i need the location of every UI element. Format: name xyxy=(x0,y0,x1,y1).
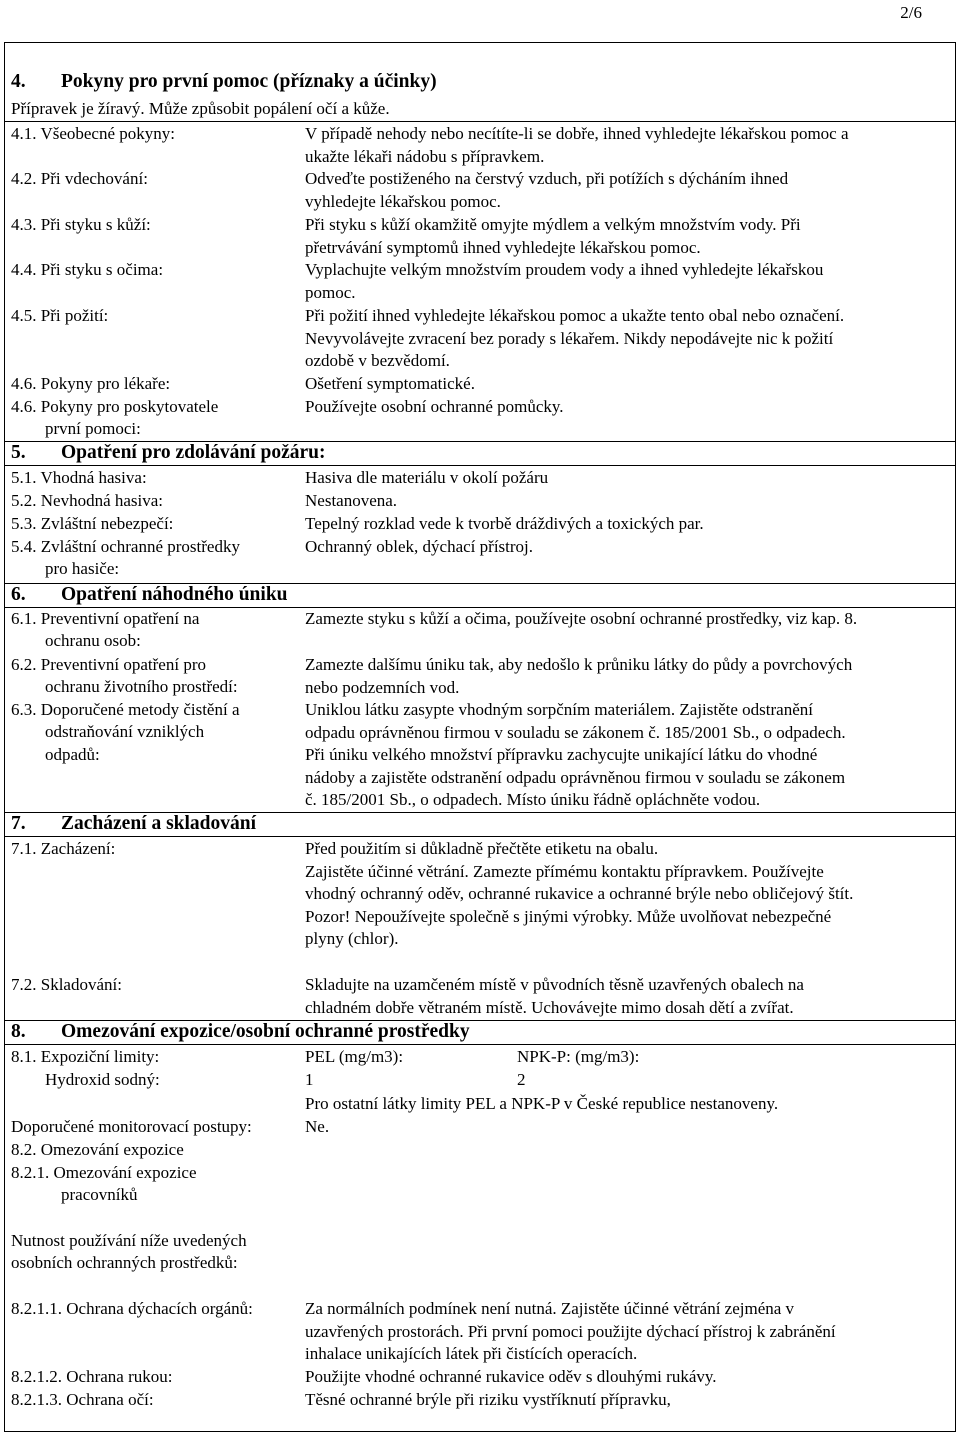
section-8-heading: 8. Omezování expozice/osobní ochranné prostředky xyxy=(11,1021,470,1042)
row-label: 4.6. Pokyny pro lékaře: xyxy=(11,374,171,393)
pel-header: PEL (mg/m3): xyxy=(305,1047,404,1066)
row-label-cont: první pomoci: xyxy=(45,419,141,438)
section-4-heading: 4. Pokyny pro první pomoc (příznaky a účinky) xyxy=(11,71,437,92)
eye-protection-value: Těsné ochranné brýle při riziku vystříknutí přípravku, xyxy=(305,1390,671,1409)
row-value: Hasiva dle materiálu v okolí požáru xyxy=(305,468,549,487)
substance-name: Hydroxid sodný: xyxy=(45,1070,160,1089)
ppe-need-label-cont: osobních ochranných prostředků: xyxy=(11,1253,238,1272)
exposure-control-label: 8.2. Omezování expozice xyxy=(11,1140,184,1159)
worker-exposure-label-cont: pracovníků xyxy=(61,1185,138,1204)
divider xyxy=(4,465,956,466)
row-label: 4.4. Při styku s očima: xyxy=(11,260,164,279)
row-value: Používejte osobní ochranné pomůcky. xyxy=(305,397,564,416)
exposure-limits-label: 8.1. Expoziční limity: xyxy=(11,1047,160,1066)
row-value: Ošetření symptomatické. xyxy=(305,374,475,393)
row-label: 7.2. Skladování: xyxy=(11,975,122,994)
row-label-cont: pro hasiče: xyxy=(45,559,120,578)
row-value: Skladujte na uzamčeném místě v původních těsně uzavřených obalech na chladném dobře větraném místě. Uchovávejte mimo dosah dětí a zvířat. xyxy=(305,975,804,1017)
row-value: Tepelný rozklad vede k tvorbě dráždivých a toxických par. xyxy=(305,514,704,533)
row-value: Zamezte styku s kůží a očima, používejte osobní ochranné prostředky, viz kap. 8. xyxy=(305,609,858,628)
row-value: V případě nehody nebo necítíte-li se dobře, ihned vyhledejte lékařskou pomoc a ukažte lékaři nádobu s přípravkem. xyxy=(305,124,849,166)
row-value: Při styku s kůží okamžitě omyjte mýdlem a velkým množstvím vody. Při přetrvávání symptomů ihned vyhledejte lékařskou pomoc. xyxy=(305,215,801,257)
page-number: 2/6 xyxy=(900,3,922,22)
row-label: 7.1. Zacházení: xyxy=(11,839,116,858)
npk-header: NPK-P: (mg/m3): xyxy=(517,1047,640,1066)
hand-protection-value: Použijte vhodné ochranné rukavice oděv s dlouhými rukávy. xyxy=(305,1367,717,1386)
other-limits: Pro ostatní látky limity PEL a NPK-P v České republice nestanoveny. xyxy=(305,1094,779,1113)
section-6-heading: 6. Opatření náhodného úniku xyxy=(11,584,288,605)
npk-value: 2 xyxy=(517,1070,526,1089)
row-label-cont: ochranu životního prostředí: xyxy=(45,677,238,696)
row-label: 4.2. Při vdechování: xyxy=(11,169,148,188)
row-label: 5.2. Nevhodná hasiva: xyxy=(11,491,164,510)
divider xyxy=(4,121,956,122)
row-label: 4.5. Při požití: xyxy=(11,306,109,325)
row-label: 4.6. Pokyny pro poskytovatele xyxy=(11,397,219,416)
pel-value: 1 xyxy=(305,1070,314,1089)
respiratory-label: 8.2.1.1. Ochrana dýchacích orgánů: xyxy=(11,1299,253,1318)
row-value: Vyplachujte velkým množstvím proudem vody a ihned vyhledejte lékařskou pomoc. xyxy=(305,260,824,302)
row-value: Odveďte postiženého na čerstvý vzduch, při potížích s dýcháním ihned vyhledejte lékařskou pomoc. xyxy=(305,169,789,211)
row-value: Nestanovena. xyxy=(305,491,398,510)
section-7-heading: 7. Zacházení a skladování xyxy=(11,813,257,834)
row-label-cont: odpadů: xyxy=(45,745,100,764)
section-5-heading: 5. Opatření pro zdolávání požáru: xyxy=(11,442,326,463)
row-label-cont: odstraňování vzniklých xyxy=(45,722,205,741)
row-label: 6.2. Preventivní opatření pro xyxy=(11,655,206,674)
respiratory-value: Za normálních podmínek není nutná. Zajistěte účinné větrání zejména v uzavřených prostorách. Při první pomoci použijte dýchací přístroj k zabránění inhalace unikajících látek při čistících operacích. xyxy=(305,1299,836,1363)
monitoring-value: Ne. xyxy=(305,1117,330,1136)
divider xyxy=(4,836,956,837)
row-label: 5.1. Vhodná hasiva: xyxy=(11,468,147,487)
row-label-cont: ochranu osob: xyxy=(45,631,141,650)
hand-protection-label: 8.2.1.2. Ochrana rukou: xyxy=(11,1367,173,1386)
row-label: 6.3. Doporučené metody čistění a xyxy=(11,700,240,719)
row-value: Uniklou látku zasypte vhodným sorpčním materiálem. Zajistěte odstranění odpadu oprávněnou firmou v souladu se zákonem č. 185/2001 Sb., o odpadech. Při úniku velkého množství přípravku zachycujte unikající látku do vhodné nádoby a zajistěte odstranění odpadu oprávněnou firmou v souladu se zákonem č. 185/2001 Sb., o odpadech. Místo úniku řádně opláchněte vodou. xyxy=(305,700,846,809)
row-label: 4.3. Při styku s kůží: xyxy=(11,215,151,234)
monitoring-label: Doporučené monitorovací postupy: xyxy=(11,1117,252,1136)
ppe-need-label: Nutnost používání níže uvedených xyxy=(11,1231,247,1250)
row-label: 4.1. Všeobecné pokyny: xyxy=(11,124,175,143)
row-value: Při požití ihned vyhledejte lékařskou pomoc a ukažte tento obal nebo označení. Nevyvolávejte zvracení bez porady s lékařem. Nikdy nepodávejte nic k požití ozdobě v bezvědomí. xyxy=(305,306,845,370)
section-4-intro: Přípravek je žíravý. Může způsobit popálení očí a kůže. xyxy=(11,99,390,118)
worker-exposure-label: 8.2.1. Omezování expozice xyxy=(11,1163,197,1182)
row-value: Ochranný oblek, dýchací přístroj. xyxy=(305,537,534,556)
row-label: 5.3. Zvláštní nebezpečí: xyxy=(11,514,174,533)
eye-protection-label: 8.2.1.3. Ochrana očí: xyxy=(11,1390,154,1409)
divider xyxy=(4,1044,956,1045)
row-value: Před použitím si důkladně přečtěte etiketu na obalu. Zajistěte účinné větrání. Zamezte přímému kontaktu přípravkem. Používejte vhodný ochranný oděv, ochranné rukavice a ochranné brýle nebo obličejový štít. Pozor! Nepoužívejte společně s jinými výrobky. Může uvolňovat nebezpečné plyny (chlor). xyxy=(305,839,854,948)
row-label: 6.1. Preventivní opatření na xyxy=(11,609,200,628)
row-value: Zamezte dalšímu úniku tak, aby nedošlo k průniku látky do půdy a povrchových nebo podzemních vod. xyxy=(305,655,853,697)
row-label: 5.4. Zvláštní ochranné prostředky xyxy=(11,537,240,556)
